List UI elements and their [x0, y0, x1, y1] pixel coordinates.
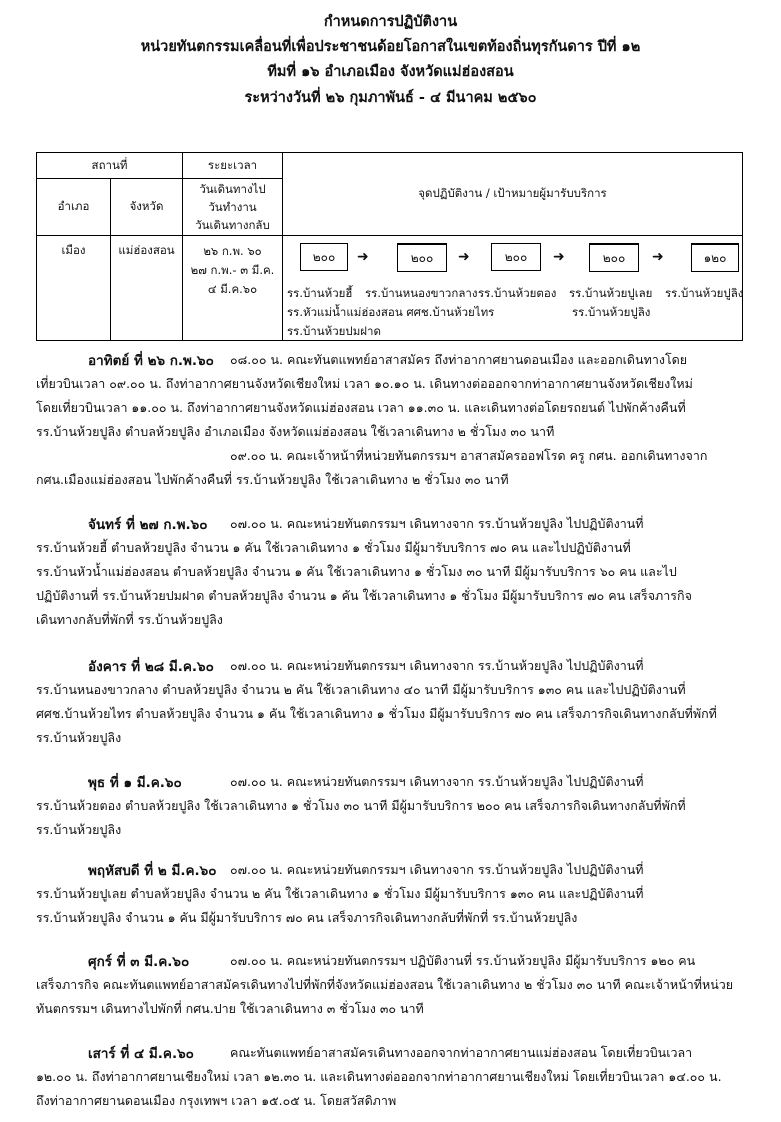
schedule-line: รร.บ้านห้วยปูลิง: [36, 730, 122, 745]
day-label: พฤหัสบดี ที่ ๒ มี.ค.๖๐: [88, 863, 217, 879]
schedule-line: ๐๗.๐๐ น. คณะหน่วยทันตกรรมฯ เดินทางจาก รร.บ้านห้วยปูลิง ไปปฏิบัติงานที่: [230, 862, 644, 877]
header-period-detail: [183, 179, 283, 236]
site-label: รร.บ้านห้วยตอง: [478, 286, 557, 300]
arrow-right-icon: ➜: [357, 249, 369, 265]
schedule-line: ๐๙.๐๐ น. คณะเจ้าหน้าที่หน่วยทันตกรรมฯ อาสาสมัครออฟโรด ครู กศน. ออกเดินทางจาก: [230, 448, 708, 463]
schedule-line: เสร็จภารกิจ คณะทันตแพทย์อาสาสมัครเดินทางไปที่พักที่จังหวัดแม่ฮ่องสอน ใช้เวลาเดินทาง ๒ ชั่วโมง ๓๐ นาที คณะเจ้าหน้าที่หน่วย: [36, 977, 734, 992]
day-label: อาทิตย์ ที่ ๒๖ ก.พ.๖๐: [88, 353, 214, 369]
day-label: เสาร์ ที่ ๔ มี.ค.๖๐: [88, 1046, 194, 1062]
header-target: จุดปฏิบัติงาน / เป้าหมายผู้มารับบริการ: [283, 153, 743, 236]
date-work: ๒๗ ก.พ.- ๓ มี.ค.: [190, 263, 275, 277]
schedule-line: รร.บ้านห้วยปูลิง: [36, 822, 122, 837]
schedule-line: ถึงท่าอากาศยานดอนเมือง กรุงเทพฯ เวลา ๑๕.๐๕ น. โดยสวัสดิภาพ: [36, 1093, 397, 1108]
schedule-line: รร.บ้านห้วยปูลิง จำนวน ๑ คัน มีผู้มารับบริการ ๗๐ คน เสร็จภารกิจเดินทางกลับที่พักที่ รร.บ้านห้วยปูลิง: [36, 910, 578, 925]
site-label: รร.บ้านห้วยปูลิง: [572, 305, 651, 319]
site-label: รร.บ้านห้วยฮี้: [287, 286, 353, 300]
date-departure: ๒๖ ก.พ. ๖๐: [203, 244, 262, 258]
day-label: ศุกร์ ที่ ๓ มี.ค.๖๐: [88, 954, 190, 970]
header-place: สถานที่: [37, 153, 183, 179]
target-box: ๒๐๐: [300, 243, 348, 271]
schedule-line: ๐๗.๐๐ น. คณะหน่วยทันตกรรมฯ เดินทางจาก รร.บ้านห้วยปูลิง ไปปฏิบัติงานที่: [230, 516, 644, 531]
target-box: ๒๐๐: [589, 243, 639, 272]
schedule-line: รร.บ้านห้วยตอง ตำบลห้วยปูลิง ใช้เวลาเดินทาง ๑ ชั่วโมง ๓๐ นาที มีผู้มารับบริการ ๒๐๐ คน เสร็จภารกิจเดินทางกลับที่พักที่: [36, 798, 686, 813]
target-box: ๒๐๐: [397, 243, 447, 272]
schedule-line: คณะทันตแพทย์อาสาสมัครเดินทางออกจากท่าอากาศยานแม่ฮ่องสอน โดยเที่ยวบินเวลา: [230, 1045, 693, 1060]
site-label: รร.บ้านห้วยปมฝาด: [287, 324, 381, 338]
header-period: ระยะเวลา: [183, 153, 283, 179]
arrow-right-icon: ➜: [652, 249, 664, 265]
target-box: ๑๒๐: [691, 243, 739, 272]
schedule-line: เดินทางกลับที่พักที่ รร.บ้านห้วยปูลิง: [36, 612, 223, 627]
header-province: จังหวัด: [111, 179, 183, 236]
schedule-line: ๐๗.๐๐ น. คณะหน่วยทันตกรรมฯ เดินทางจาก รร.บ้านห้วยปูลิง ไปปฏิบัติงานที่: [230, 774, 644, 789]
schedule-line: กศน.เมืองแม่ฮ่องสอน ไปพักค้างคืนที่ รร.บ้านห้วยปูลิง ใช้เวลาเดินทาง ๒ ชั่วโมง ๓๐ นาที: [36, 472, 509, 487]
schedule-line: รร.บ้านหนองขาวกลาง ตำบลห้วยปูลิง จำนวน ๒ คัน ใช้เวลาเดินทาง ๔๐ นาที มีผู้มารับบริการ ๑๓๐ คน และไปปฏิบัติงานที่: [36, 682, 686, 697]
site-label: รร.บ้านห้วยปูลิง: [665, 286, 744, 300]
row-province: แม่ฮ่องสอน: [111, 236, 183, 341]
date-return: ๔ มี.ค.๖๐: [207, 282, 258, 296]
schedule-line: ๐๗.๐๐ น. คณะหน่วยทันตกรรมฯ เดินทางจาก รร.บ้านห้วยปูลิง ไปปฏิบัติงานที่: [230, 658, 644, 673]
row-district: เมือง: [37, 236, 111, 341]
schedule-line: ปฏิบัติงานที่ รร.บ้านห้วยปมฝาด ตำบลห้วยปูลิง จำนวน ๑ คัน ใช้เวลาเดินทาง ๑ ชั่วโมง มีผู้มารับบริการ ๗๐ คน เสร็จภารกิจ: [36, 588, 692, 603]
schedule-line: ๑๒.๐๐ น. ถึงท่าอากาศยานเชียงใหม่ เวลา ๑๒.๓๐ น. และเดินทางต่อออกจากท่าอากาศยานเชียงใหม่ โดยเที่ยวบินเวลา ๑๔.๐๐ น.: [36, 1069, 722, 1084]
schedule-line: ๐๘.๐๐ น. คณะทันตแพทย์อาสาสมัคร ถึงท่าอากาศยานดอนเมือง และออกเดินทางโดย: [230, 352, 688, 367]
schedule-line: รร.บ้านห้วยปูลิง ตำบลห้วยปูลิง อำเภอเมือง จังหวัดแม่ฮ่องสอน ใช้เวลาเดินทาง ๒ ชั่วโมง ๓๐ นาที: [36, 424, 555, 439]
doc-subtitle-unit: หน่วยทันตกรรมเคลื่อนที่เพื่อประชาชนด้อยโอกาสในเขตท้องถิ่นทุรกันดาร ปีที่ ๑๒: [140, 39, 641, 55]
day-label: จันทร์ ที่ ๒๗ ก.พ.๖๐: [88, 517, 208, 533]
header-district: อำเภอ: [37, 179, 111, 236]
header-return: วันเดินทางกลับ: [195, 218, 270, 232]
schedule-line: ศศช.บ้านห้วยไทร ตำบลห้วยปูลิง จำนวน ๑ คัน ใช้เวลาเดินทาง ๑ ชั่วโมง มีผู้มารับบริการ ๗๐ คน เสร็จภารกิจเดินทางกลับที่พักที่: [36, 706, 717, 721]
schedule-line: รร.บ้านหัวน้ำแม่ฮ่องสอน ตำบลห้วยปูลิง จำนวน ๑ คัน ใช้เวลาเดินทาง ๑ ชั่วโมง ๓๐ นาที มีผู้มารับบริการ ๖๐ คน และไป: [36, 564, 677, 579]
site-label: รร.หัวแม่น้ำแม่ฮ่องสอน ศศช.บ้านห้วยไทร: [287, 305, 495, 319]
row-dates: [183, 236, 283, 341]
day-label: พุธ ที่ ๑ มี.ค.๖๐: [88, 775, 182, 791]
day-label: อังคาร ที่ ๒๘ มี.ค.๖๐: [88, 659, 214, 675]
arrow-right-icon: ➜: [553, 249, 565, 265]
schedule-line: ทันตกรรมฯ เดินทางไปพักที่ กศน.ปาย ใช้เวลาเดินทาง ๓ ชั่วโมง ๓๐ นาที: [36, 1001, 424, 1016]
site-label: รร.บ้านหนองขาวกลาง: [365, 286, 478, 300]
header-workday: วันทำงาน: [208, 200, 257, 214]
schedule-line: ๐๗.๐๐ น. คณะหน่วยทันตกรรมฯ ปฏิบัติงานที่ รร.บ้านห้วยปูลิง มีผู้มารับบริการ ๑๒๐ คน: [230, 953, 696, 968]
site-label: รร.บ้านห้วยปูเลย: [569, 286, 653, 300]
doc-title: กำหนดการปฏิบัติงาน: [323, 14, 458, 30]
schedule-line: เที่ยวบินเวลา ๐๙.๐๐ น. ถึงท่าอากาศยานจังหวัดเชียงใหม่ เวลา ๑๐.๑๐ น. เดินทางต่อออกจากท่าอากาศยานจังหวัดเชียงใหม่: [36, 376, 693, 391]
header-departure: วันเดินทางไป: [199, 182, 266, 196]
target-box: ๒๐๐: [491, 243, 541, 271]
schedule-line: รร.บ้านห้วยปูเลย ตำบลห้วยปูลิง จำนวน ๒ คัน ใช้เวลาเดินทาง ๑ ชั่วโมง มีผู้มารับบริการ ๑๓๐ คน และปฏิบัติงานที่: [36, 886, 644, 901]
schedule-line: โดยเที่ยวบินเวลา ๑๑.๐๐ น. ถึงท่าอากาศยานจังหวัดแม่ฮ่องสอน เวลา ๑๑.๓๐ น. และเดินทางต่อโดยรถยนต์ ไปพักค้างคืนที่: [36, 400, 686, 415]
doc-subtitle-dates: ระหว่างวันที่ ๒๖ กุมภาพันธ์ - ๔ มีนาคม ๒๕๖๐: [244, 90, 537, 106]
doc-subtitle-team: ทีมที่ ๑๖ อำเภอเมือง จังหวัดแม่ฮ่องสอน: [267, 64, 514, 80]
arrow-right-icon: ➜: [458, 249, 470, 265]
schedule-line: รร.บ้านห้วยฮี้ ตำบลห้วยปูลิง จำนวน ๑ คัน ใช้เวลาเดินทาง ๑ ชั่วโมง มีผู้มารับบริการ ๗๐ คน และไปปฏิบัติงานที่: [36, 540, 631, 555]
